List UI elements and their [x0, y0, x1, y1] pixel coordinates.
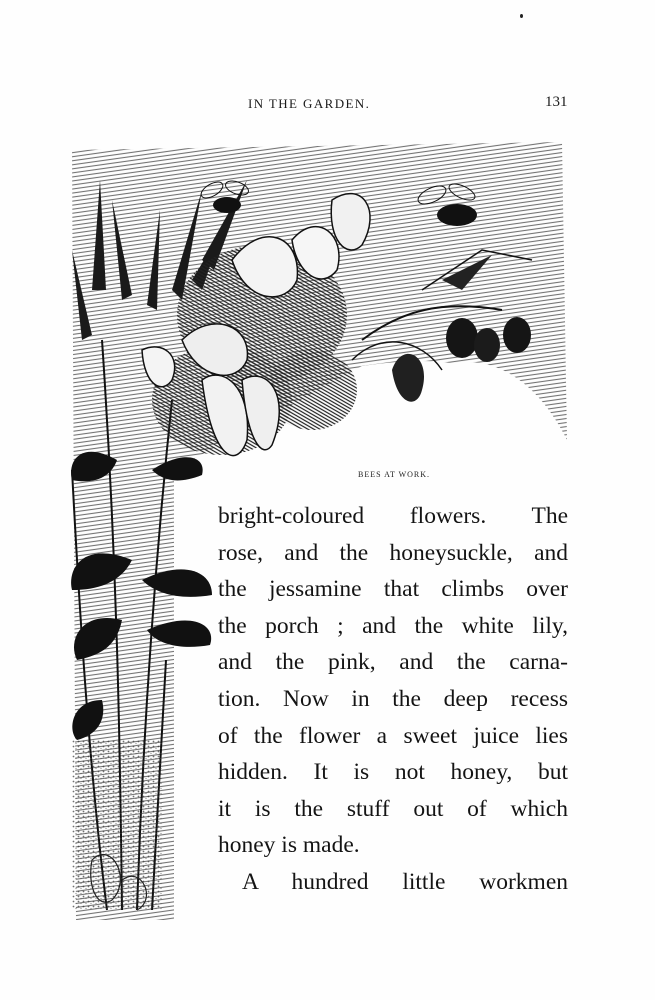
text-line: bright-coloured flowers. The: [218, 503, 568, 529]
text-line: of the flower a sweet juice lies: [218, 722, 568, 749]
text-line: A hundred little workmen: [242, 868, 568, 895]
text-line: the jessamine that climbs over: [218, 576, 568, 603]
text-line: honey is made.: [218, 832, 360, 859]
page-number: 131: [545, 94, 568, 110]
ink-speck: [520, 14, 523, 18]
text-line: it is the stuff out of which: [218, 795, 568, 822]
illustration-caption: BEES AT WORK.: [358, 470, 431, 479]
body-text: [218, 498, 568, 901]
text-line: hidden. It is not honey, but: [218, 759, 568, 786]
running-head: IN THE GARDEN.: [248, 96, 371, 111]
text-line: rose, and the honeysuckle, and: [218, 539, 568, 566]
text-line: tion. Now in the deep recess: [218, 685, 568, 712]
text-line: and the pink, and the carna-: [218, 649, 568, 676]
text-line: the porch ; and the white lily,: [218, 612, 568, 639]
